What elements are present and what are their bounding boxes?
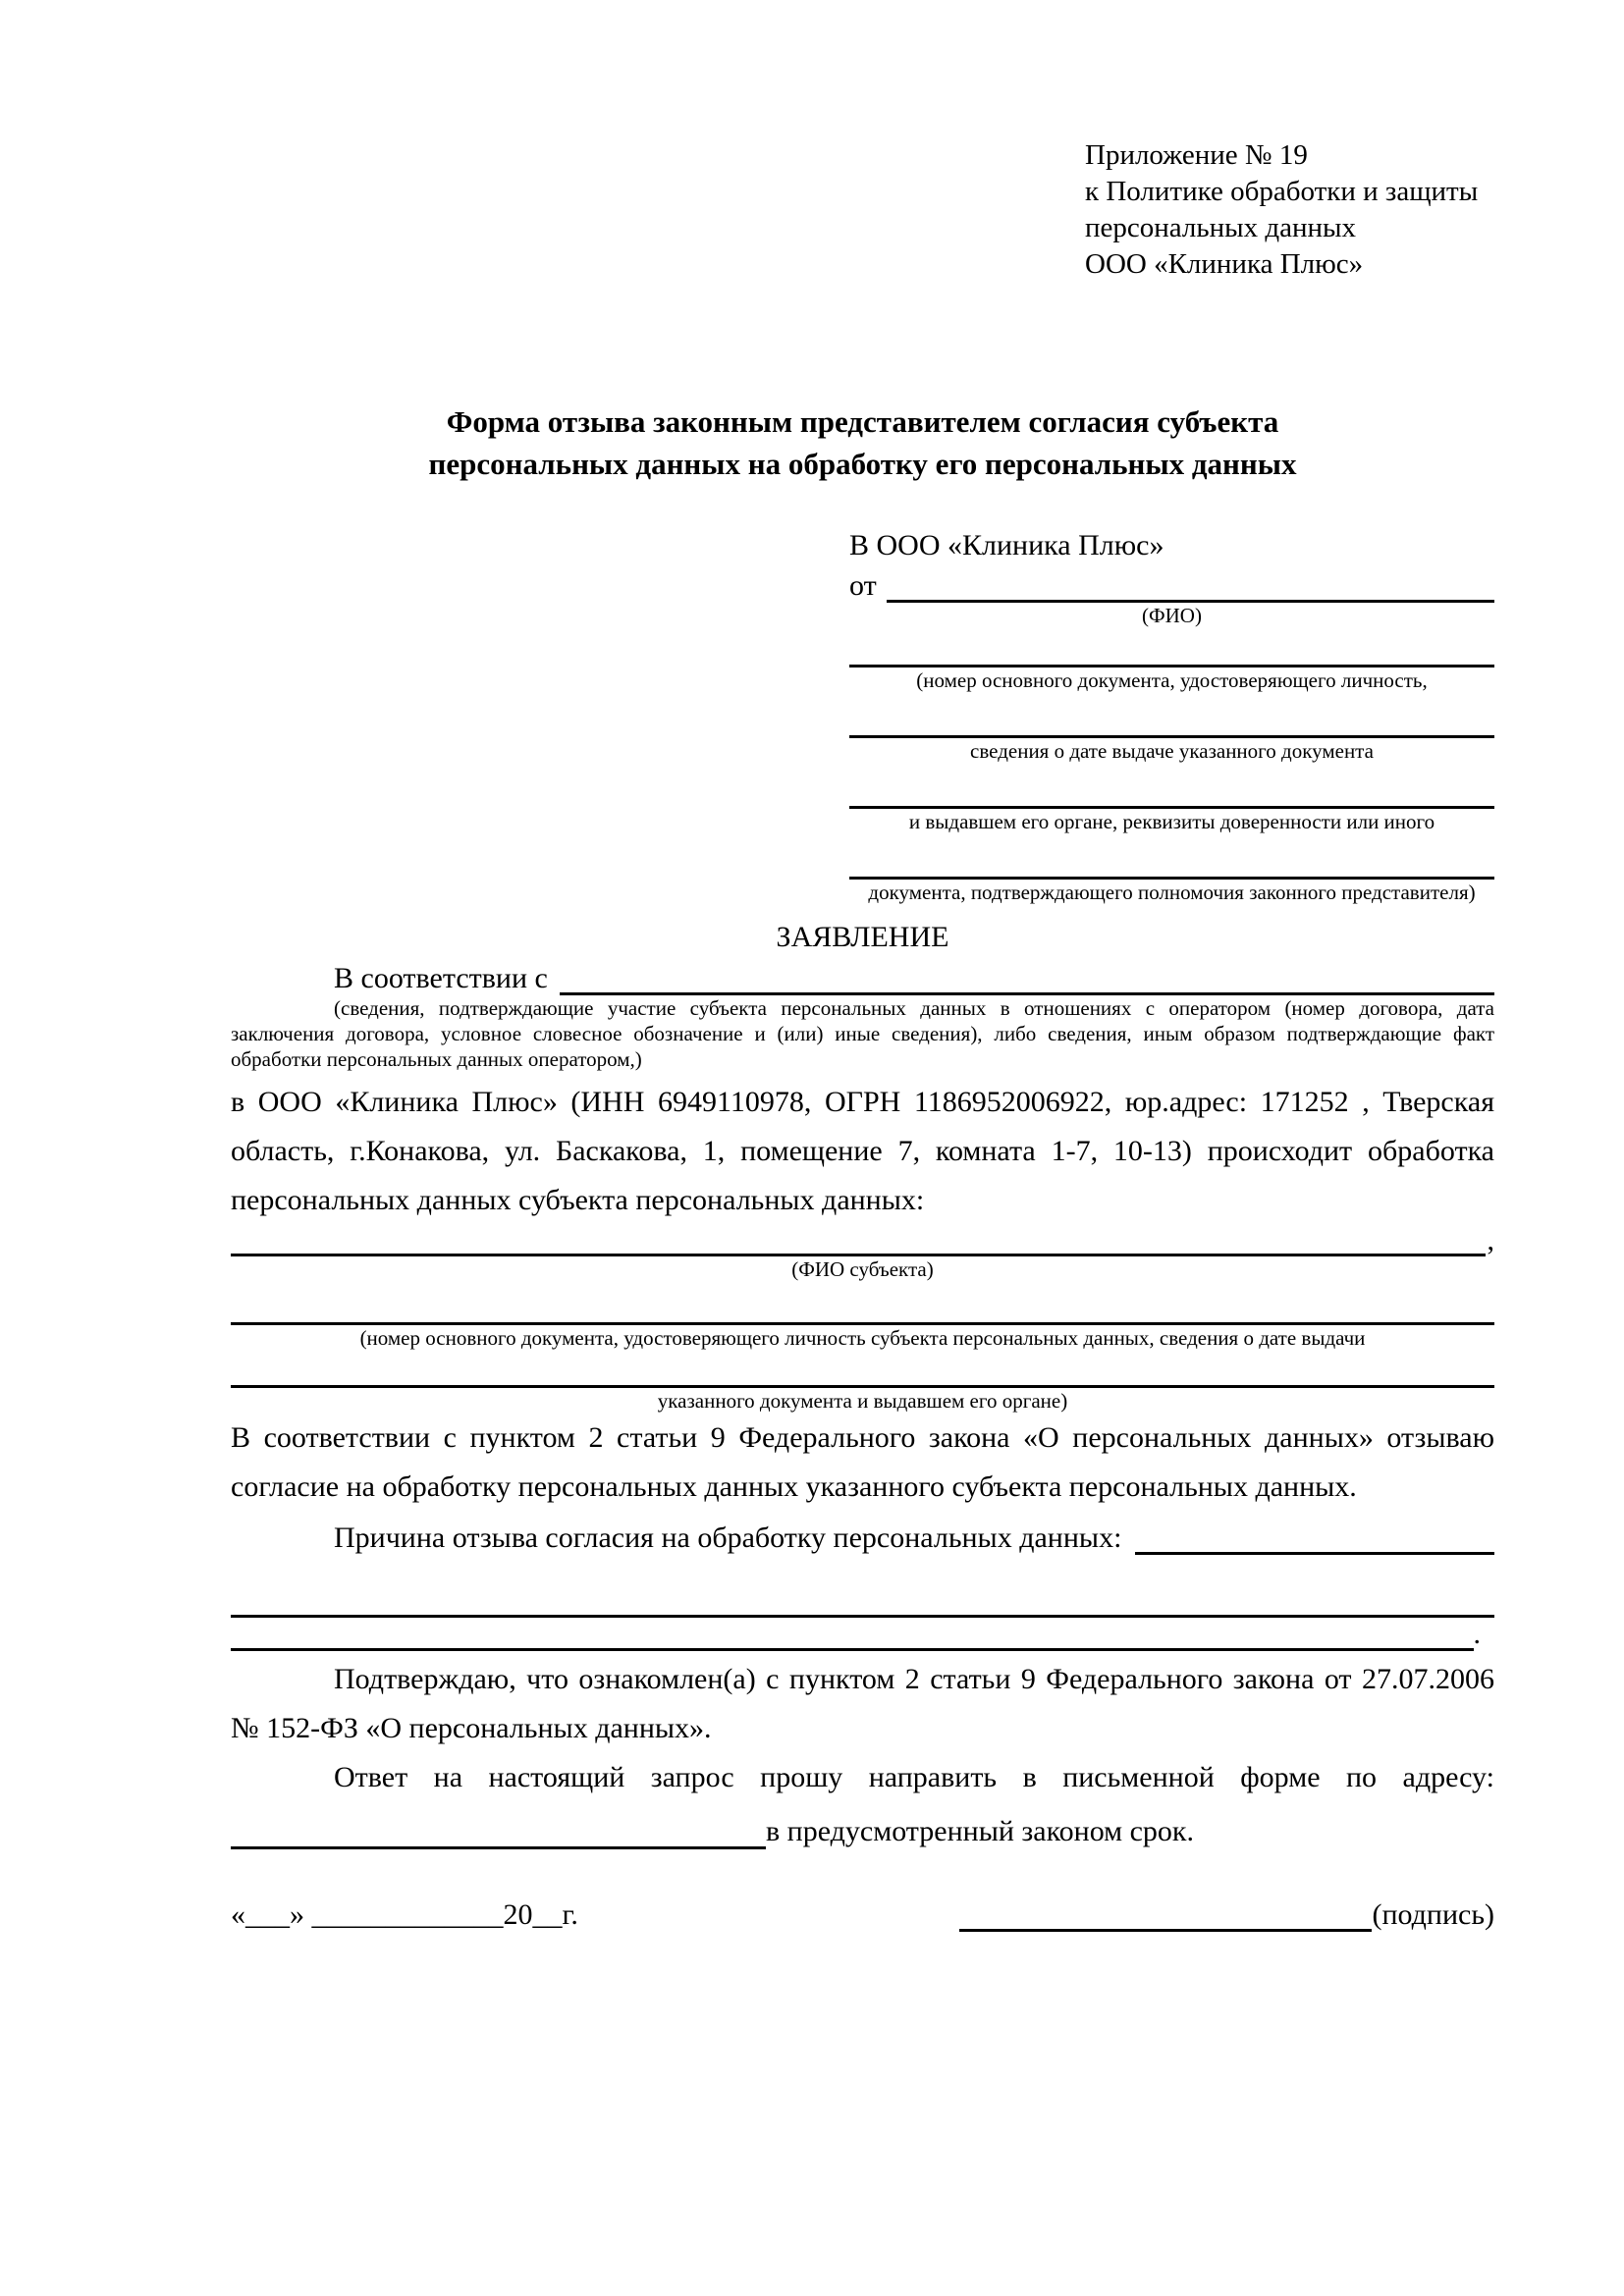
appendix-policy-line2: персональных данных [1085, 212, 1357, 243]
document-number-blank-line [849, 628, 1494, 667]
date-blank-line: «___» _____________20__г. [231, 1898, 578, 1931]
addressee-block [849, 528, 1494, 905]
fio-caption: (ФИО) [1142, 604, 1202, 627]
signature-blank-line [959, 1902, 1372, 1932]
reply-address-blank-line [231, 1814, 766, 1849]
document-title-line2: персональных данных на обработку его персональных данных [428, 447, 1297, 481]
reason-blank-line-1 [231, 1582, 1494, 1618]
withdraw-paragraph: В соответствии с пунктом 2 статьи 9 Федерального закона «О персональных данных» отзываю согласие на обработку персональных данных указанного субъекта персональных данных. [231, 1421, 1494, 1503]
appendix-number: Приложение № 19 [1085, 139, 1308, 171]
appendix-org-line: ООО «Клиника Плюс» [1085, 248, 1364, 280]
appendix-header [1085, 137, 1494, 283]
reason-line-period: . [1473, 1618, 1481, 1650]
operator-paragraph: в ООО «Клиника Плюс» (ИНН 6949110978, ОГРН 1186952006922, юр.адрес: 171252 , Тверская область, г.Конакова, ул. Баскакова, 1, помещение 7, комната 1-7, 10-13) происходит обработка персональных данных субъекта персональных данных: [231, 1086, 1494, 1216]
reason-blank-line-2-row [231, 1618, 1494, 1651]
reply-address-row [231, 1802, 1494, 1849]
reason-blank-line-short [1135, 1552, 1494, 1555]
issuing-authority-blank-line [849, 764, 1494, 809]
subject-document-blank-line [231, 1282, 1494, 1325]
accordance-label: В соответствии с [334, 962, 548, 994]
reason-blank-line-2 [231, 1648, 1474, 1651]
subject-document-caption-1: (номер основного документа, удостоверяющего личность субъекта персональных данных, сведения о дате выдачи [359, 1326, 1366, 1350]
confirm-paragraph: Подтверждаю, что ознакомлен(а) с пунктом 2 статьи 9 Федерального закона от 27.07.2006 № 152-ФЗ «О персональных данных». [231, 1663, 1494, 1744]
reason-label: Причина отзыва согласия на обработку персональных данных: [334, 1522, 1122, 1554]
signature-footer [231, 1898, 1494, 1932]
subject-fio-comma: , [1487, 1224, 1494, 1256]
subject-document-blank-line-2 [231, 1351, 1494, 1388]
subject-fio-row [231, 1225, 1494, 1256]
reply-tail-text: в предусмотренный законом срок. [766, 1815, 1194, 1847]
statement-heading: ЗАЯВЛЕНИЕ [776, 921, 949, 953]
from-row [849, 563, 1494, 603]
signature-caption: (подпись) [1372, 1898, 1494, 1931]
addressee-organization: В ООО «Клиника Плюс» [849, 529, 1164, 561]
accordance-fine-print: (сведения, подтверждающие участие субъекта персональных данных в отношениях с оператором (номер договора, дата заключения договора, условное словесное обозначение и (или) иные сведения), либо сведения, иным образом подтверждающие факт обработки персональных данных оператором,) [231, 996, 1494, 1071]
representative-authority-blank-line [849, 834, 1494, 880]
accordance-row [231, 956, 1494, 995]
signature-group [959, 1898, 1494, 1932]
appendix-policy-line: к Политике обработки и защиты [1085, 176, 1479, 207]
reply-request-line: Ответ на настоящий запрос прошу направить в письменной форме по адресу: [334, 1761, 1494, 1793]
from-label: от [849, 569, 877, 602]
document-number-caption: (номер основного документа, удостоверяющего личность, [916, 668, 1428, 692]
subject-document-caption-2: указанного документа и выдавшем его органе) [657, 1389, 1068, 1413]
issue-date-blank-line [849, 693, 1494, 738]
document-title-line1: Форма отзыва законным представителем согласия субъекта [446, 404, 1279, 439]
issue-date-caption: сведения о дате выдаче указанного документа [970, 739, 1374, 763]
subject-fio-caption: (ФИО субъекта) [791, 1257, 934, 1281]
document-title [231, 400, 1494, 485]
issuing-authority-caption: и выдавшем его органе, реквизиты доверенности или иного [908, 810, 1435, 833]
reason-row [231, 1512, 1494, 1555]
representative-authority-caption: документа, подтверждающего полномочия законного представителя) [868, 881, 1476, 904]
